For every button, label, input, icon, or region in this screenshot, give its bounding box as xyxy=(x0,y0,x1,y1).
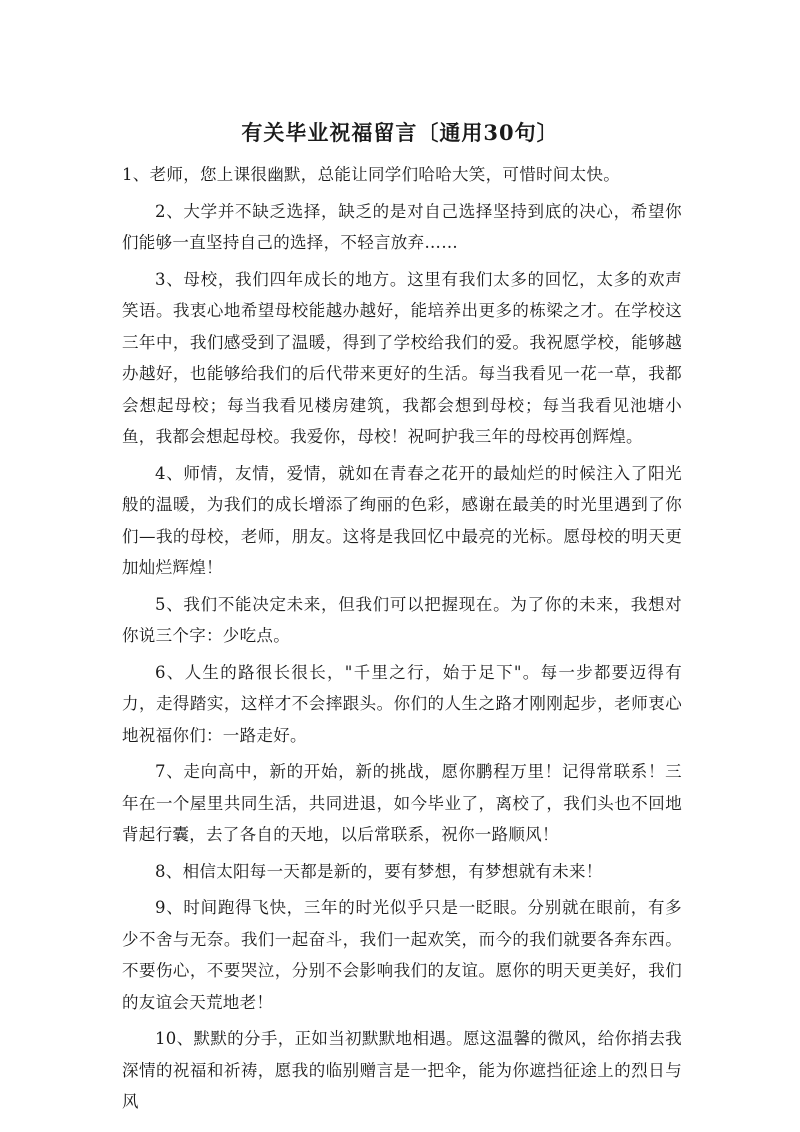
paragraph-6: 6、人生的路很长很长，"千里之行，始于足下"。每一步都要迈得有力，走得踏实，这样才不会摔跟头。你们的人生之路才刚刚起步，老师衷心地祝福你们：一路走好。 xyxy=(122,662,682,745)
paragraph-7: 7、走向高中，新的开始，新的挑战，愿你鹏程万里！记得常联系！三年在一个屋里共同生活，共同进退，如今毕业了，离校了，我们头也不回地背起行囊，去了各自的天地，以后常联系，祝你一路顺风！ xyxy=(122,762,682,844)
paragraph-4: 4、师情，友情，爱情，就如在青春之花开的最灿烂的时候注入了阳光般的温暖，为我们的成长增添了绚丽的色彩，感谢在最美的时光里遇到了你们—我的母校，老师，朋友。这将是我回忆中最亮的光标。愿母校的明天更加灿烂辉煌！ xyxy=(122,463,682,577)
paragraph-3: 3、母校，我们四年成长的地方。这里有我们太多的回忆，太多的欢声笑语。我衷心地希望母校能越办越好，能培养出更多的栋梁之才。在学校这三年中，我们感受到了温暖，得到了学校给我们的爱。我祝愿学校，能够越办越好，也能够给我们的后代带来更好的生活。每当我看见一花一草，我都会想起母校；每当我看见楼房建筑，我都会想到母校；每当我看见池塘小鱼，我都会想起母校。我爱你，母校！祝呵护我三年的母校再创辉煌。 xyxy=(122,269,682,446)
paragraph-10: 10、默默的分手，正如当初默默地相遇。愿这温馨的微风，给你捎去我深情的祝福和祈祷，愿我的临别赠言是一把伞，能为你遮挡征途上的烈日与风 xyxy=(122,1029,682,1111)
paragraph-5: 5、我们不能决定未来，但我们可以把握现在。为了你的未来，我想对你说三个字：少吃点。 xyxy=(122,594,682,645)
paragraph-9: 9、时间跑得飞快，三年的时光似乎只是一眨眼。分别就在眼前，有多少不舍与无奈。我们一起奋斗，我们一起欢笑，而今的我们就要各奔东西。不要伤心，不要哭泣，分别不会影响我们的友谊。愿你的明天更美好，我们的友谊会天荒地老！ xyxy=(122,898,682,1012)
paragraph-1: 1、老师，您上课很幽默，总能让同学们哈哈大笑，可惜时间太快。 xyxy=(122,165,620,184)
document-body xyxy=(122,159,682,1118)
document-title: 有关毕业祝福留言〔通用30句〕 xyxy=(241,120,559,145)
paragraph-8: 8、相信太阳每一天都是新的，要有梦想，有梦想就有未来！ xyxy=(155,861,603,881)
paragraph-2: 2、大学并不缺乏选择，缺乏的是对自己选择坚持到底的决心，希望你们能够一直坚持自己的选择，不轻言放弃…… xyxy=(122,201,682,252)
